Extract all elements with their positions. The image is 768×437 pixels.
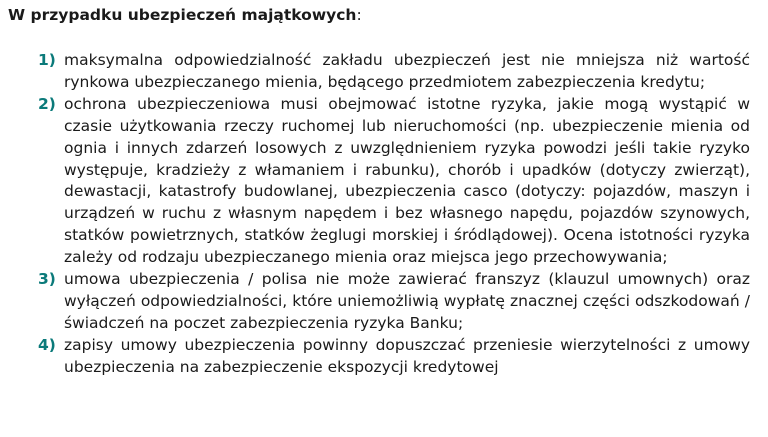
- list-item: [38, 50, 750, 94]
- list-item: [38, 94, 750, 269]
- section-heading: [8, 4, 362, 26]
- requirements-list: [38, 50, 750, 379]
- list-item-text: zapisy umowy ubezpieczenia powinny dopuszczać przeniesie wierzytelności z umowy ubezpieczenia na zabezpieczenie ekspozycji kredytowej: [64, 335, 750, 376]
- list-item: [38, 269, 750, 335]
- list-item-number: 2): [38, 94, 56, 113]
- list-item-number: 1): [38, 51, 56, 69]
- list-item-text: umowa ubezpieczenia / polisa nie może zawierać franszyz (klauzul umownych) oraz wyłączeń odpowiedzialności, które uniemożliwią wypłatę znacznej części odszkodowań / świadczeń na poczet zabezpieczenia ryzyka Banku;: [64, 270, 750, 332]
- list-item: [38, 335, 750, 379]
- list-item-text: ochrona ubezpieczeniowa musi obejmować istotne ryzyka, jakie mogą wystąpić w czasie użytkowania rzeczy ruchomej lub nieruchomości (np. ubezpieczenie mienia od ognia i innych zdarzeń losowych z uwzględnieniem ryzyka powodzi jeśli takie ryzyko występuje, kradzieży z włamaniem i rabunku), chorób i upadków (dotyczy zwierząt), dewastacji, katastrofy budowlanej, ubezpieczenia casco (dotyczy: pojazdów, maszyn i urządzeń w ruchu z własnym napędem i bez własnego napędu, pojazdów szynowych, statków powietrznych, statków żeglugi morskiej i śródlądowej). Ocena istotności ryzyka zależy od rodzaju ubezpieczanego mienia oraz miejsca jego przechowywania;: [64, 94, 750, 267]
- list-item-text: maksymalna odpowiedzialność zakładu ubezpieczeń jest nie mniejsza niż wartość rynkowa ubezpieczanego mienia, będącego przedmiotem zabezpieczenia kredytu;: [64, 51, 750, 91]
- list-item-number: 3): [38, 270, 56, 289]
- list-item-number: 4): [38, 335, 56, 354]
- heading-colon: :: [356, 6, 362, 24]
- heading-title: W przypadku ubezpieczeń majątkowych: [8, 6, 357, 24]
